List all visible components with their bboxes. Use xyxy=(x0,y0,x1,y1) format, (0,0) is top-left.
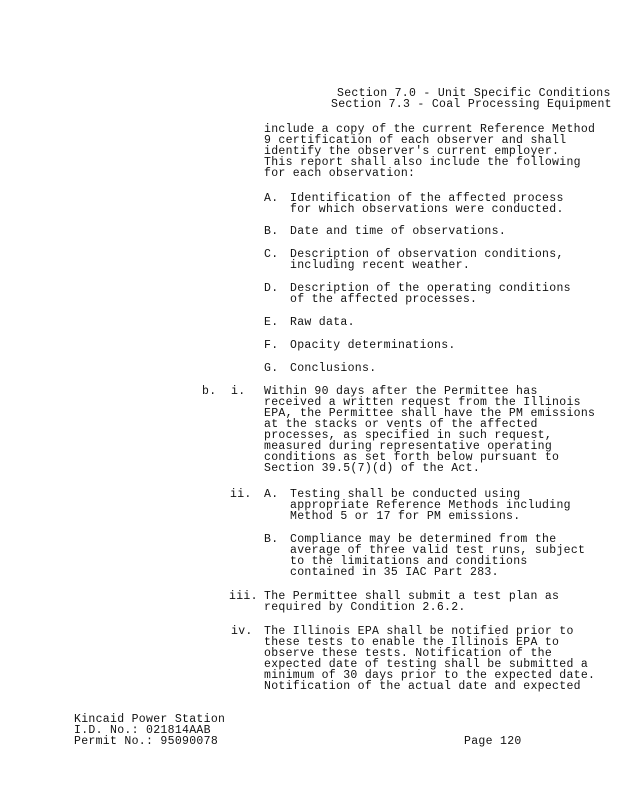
list-item-a xyxy=(290,193,564,215)
text-line: processes, as specified in such request, xyxy=(264,429,553,442)
text-line: Description of the operating conditions xyxy=(290,282,571,295)
text-line: identify the observer's current employer. xyxy=(264,145,560,158)
item-label-i: i. xyxy=(231,385,246,398)
page-footer xyxy=(74,714,225,747)
text-line: Description of observation conditions, xyxy=(290,248,564,261)
sub-label-ii-a: A. xyxy=(264,488,279,501)
list-label-d: D. xyxy=(264,282,279,295)
text-line: Testing shall be conducted using xyxy=(290,488,521,501)
text-line: include a copy of the current Reference Method xyxy=(264,123,596,136)
list-item-b xyxy=(290,226,506,237)
footer-station: Kincaid Power Station xyxy=(74,713,226,726)
text-line: of the affected processes. xyxy=(290,293,478,306)
text-line: The Permittee shall submit a test plan as xyxy=(264,590,560,603)
sub-label-ii-b: B. xyxy=(264,533,279,546)
item-label-ii: ii. xyxy=(230,488,252,501)
list-label-c: C. xyxy=(264,248,279,261)
item-ii-b-paragraph xyxy=(290,534,585,578)
text-line: Notification of the actual date and expected xyxy=(264,680,581,693)
text-line: including recent weather. xyxy=(290,259,471,272)
text-line: minimum of 30 days prior to the expected date. xyxy=(264,669,596,682)
text-line: to the limitations and conditions xyxy=(290,555,528,568)
page-number: Page 120 xyxy=(464,735,522,748)
text-line: Raw data. xyxy=(290,316,355,329)
section-header-unit-specific: Section 7.0 - Unit Specific Conditions xyxy=(337,87,611,100)
list-label-g: G. xyxy=(264,362,279,375)
section-header-coal-processing: Section 7.3 - Coal Processing Equipment xyxy=(331,98,612,111)
text-line: Identification of the affected process xyxy=(290,192,564,205)
item-ii-a-paragraph xyxy=(290,489,571,522)
text-line: for each observation: xyxy=(264,167,416,180)
text-line: Date and time of observations. xyxy=(290,225,507,238)
list-label-a: A. xyxy=(264,192,279,205)
text-line: observe these tests. Notification of the xyxy=(264,647,553,660)
list-item-e xyxy=(290,317,355,328)
item-iv-paragraph xyxy=(264,626,595,692)
list-label-b: B. xyxy=(264,225,279,238)
text-line: contained in 35 IAC Part 283. xyxy=(290,566,499,579)
text-line: appropriate Reference Methods including xyxy=(290,499,571,512)
footer-id-number: I.D. No.: 021814AAB xyxy=(74,724,211,737)
text-line: Compliance may be determined from the xyxy=(290,533,557,546)
text-line: these tests to enable the Illinois EPA to xyxy=(264,636,560,649)
text-line: received a written request from the Illinois xyxy=(264,396,581,409)
list-label-e: E. xyxy=(264,316,279,329)
text-line: at the stacks or vents of the affected xyxy=(264,418,538,431)
text-line: Within 90 days after the Permittee has xyxy=(264,385,538,398)
text-line: conditions as set forth below pursuant to xyxy=(264,451,560,464)
text-line: Method 5 or 17 for PM emissions. xyxy=(290,510,521,523)
text-line: measured during representative operating xyxy=(264,440,553,453)
list-item-c xyxy=(290,249,564,271)
list-item-g xyxy=(290,363,376,374)
text-line: EPA, the Permittee shall have the PM emissions xyxy=(264,407,596,420)
text-line: expected date of testing shall be submitted a xyxy=(264,658,589,671)
footer-permit-number: Permit No.: 95090078 xyxy=(74,735,219,748)
text-line: Conclusions. xyxy=(290,362,377,375)
text-line: Opacity determinations. xyxy=(290,339,456,352)
item-i-paragraph xyxy=(264,386,595,474)
text-line: This report shall also include the following xyxy=(264,156,581,169)
item-iii-paragraph xyxy=(264,591,559,613)
item-label-iv: iv. xyxy=(231,625,253,638)
list-label-f: F. xyxy=(264,339,279,352)
list-item-f xyxy=(290,340,456,351)
text-line: required by Condition 2.6.2. xyxy=(264,601,466,614)
text-line: The Illinois EPA shall be notified prior to xyxy=(264,625,574,638)
text-line: average of three valid test runs, subject xyxy=(290,544,586,557)
item-label-iii: iii. xyxy=(229,590,258,603)
text-line: Section 39.5(7)(d) of the Act. xyxy=(264,462,481,475)
text-line: for which observations were conducted. xyxy=(290,203,564,216)
section-label-b: b. xyxy=(202,385,217,398)
list-item-d xyxy=(290,283,571,305)
intro-paragraph xyxy=(264,124,595,179)
text-line: 9 certification of each observer and shall xyxy=(264,134,567,147)
